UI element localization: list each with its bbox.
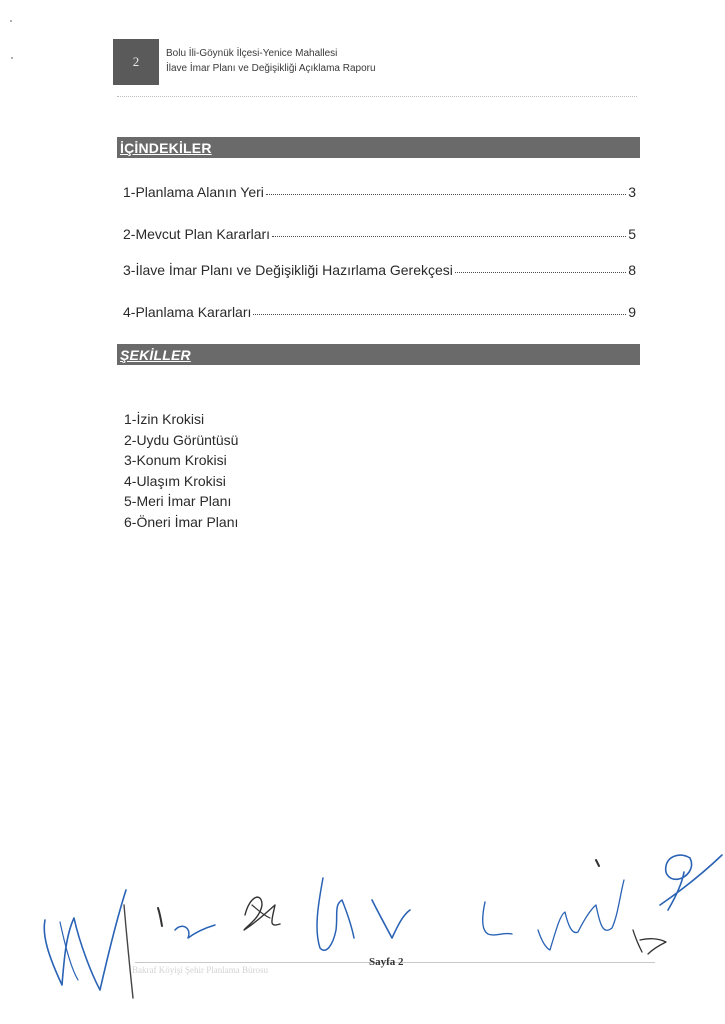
signature-9	[660, 855, 722, 910]
signature-7	[483, 902, 512, 935]
signature-5	[317, 878, 354, 950]
figure-list-item: 3-Konum Krokisi	[124, 452, 227, 469]
toc-entry-page: 5	[628, 226, 636, 242]
signature-8-dot	[596, 860, 599, 866]
figure-list-item: 4-Ulaşım Krokisi	[124, 472, 226, 489]
header-title-line-1: Bolu İli-Göynük İlçesi-Yenice Mahallesi	[166, 48, 338, 59]
figure-list-item: 5-Meri İmar Planı	[124, 493, 232, 510]
toc-entry-label: 1-Planlama Alanın Yeri	[123, 184, 264, 200]
figure-list-item: 6-Öneri İmar Planı	[124, 513, 239, 530]
toc-entry	[123, 304, 636, 320]
figures-list	[124, 409, 238, 533]
toc-entry	[123, 262, 636, 278]
toc-entry-page: 3	[628, 184, 636, 200]
toc-dot-leader	[455, 272, 626, 273]
toc-section-bar	[117, 137, 640, 158]
toc-entry-label: 3-İlave İmar Planı ve Değişikliği Hazırlama Gerekçesi	[123, 262, 453, 278]
signature-1	[44, 890, 126, 990]
figures-section-bar	[117, 344, 640, 365]
signatures-area	[0, 845, 725, 1015]
signature-2	[158, 908, 162, 926]
footer-page-label: Sayfa 2	[369, 956, 404, 968]
header-title-line-2: İlave İmar Planı ve Değişikliği Açıklama Raporu	[166, 63, 376, 74]
toc-entry	[123, 226, 636, 242]
toc-dot-leader	[253, 314, 626, 315]
toc-entry-page: 8	[628, 262, 636, 278]
toc-dot-leader	[266, 194, 626, 195]
scan-speck	[10, 20, 12, 22]
toc-entry-page: 9	[628, 304, 636, 320]
footer-office-name: Bakraf Köyişi Şehir Planlama Bürosu	[132, 965, 268, 975]
signature-10	[633, 930, 666, 954]
header-divider	[117, 96, 637, 97]
toc-dot-leader	[272, 236, 626, 237]
signature-1-tail	[124, 905, 133, 998]
signature-8	[538, 880, 624, 950]
figure-list-item: 2-Uydu Görüntüsü	[124, 431, 239, 448]
scan-speck	[11, 57, 13, 59]
toc-entry-label: 2-Mevcut Plan Kararları	[123, 226, 271, 242]
toc-heading: İÇİNDEKİLER	[120, 140, 212, 156]
figure-list-item: 1-İzin Krokisi	[124, 411, 205, 427]
figures-heading: ŞEKİLLER	[120, 347, 191, 363]
toc-entry	[123, 184, 636, 200]
toc-entry-label: 4-Planlama Kararları	[123, 304, 252, 320]
signature-3	[175, 925, 215, 938]
header-page-number: 2	[132, 54, 140, 69]
signature-6	[372, 900, 410, 938]
header-title	[166, 46, 376, 76]
header-page-number-box	[113, 39, 159, 85]
